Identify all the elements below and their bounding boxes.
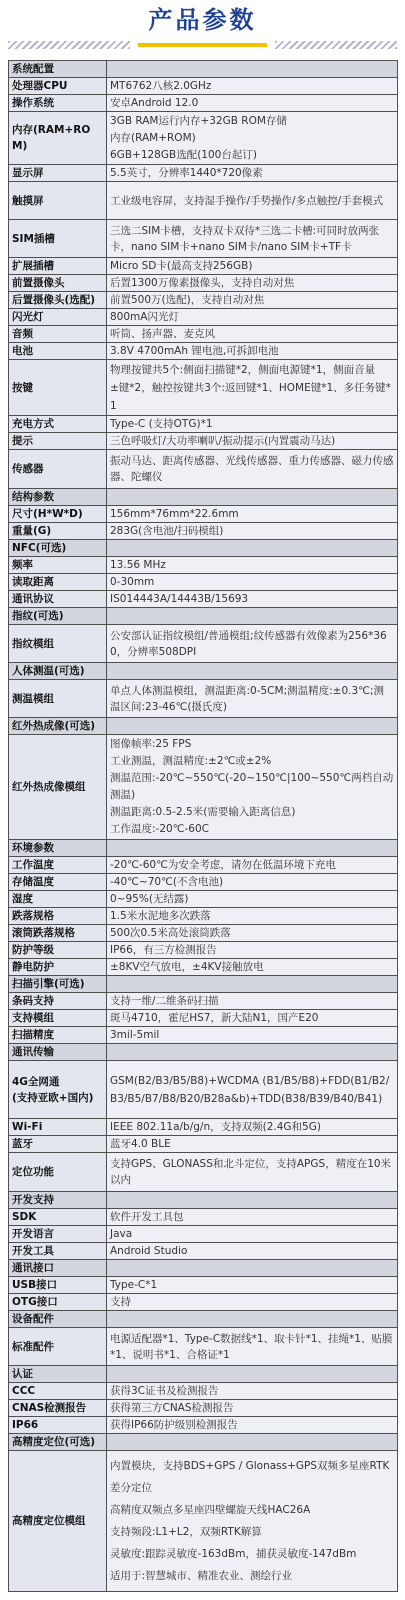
spec-value: 听筒、扬声器、麦克风 xyxy=(107,326,398,343)
spec-row xyxy=(9,416,398,433)
spec-row xyxy=(9,95,398,112)
spec-value: 单点人体测温模组，测温距离:0-5CM;测温精度:±0.3℃;测温区间:23-46℃(摄氏度) xyxy=(107,680,398,718)
spec-row xyxy=(9,309,398,326)
spec-row xyxy=(9,1153,398,1192)
spec-label: SIM插槽 xyxy=(9,220,107,258)
spec-label: 电池 xyxy=(9,343,107,360)
spec-row xyxy=(9,959,398,976)
spec-section-row xyxy=(9,1434,398,1451)
spec-row xyxy=(9,1328,398,1366)
spec-value: 0-30mm xyxy=(107,574,398,591)
spec-value: 13.56 MHz xyxy=(107,557,398,574)
spec-row xyxy=(9,1209,398,1226)
section-title: 扫描引擎(可选) xyxy=(9,976,107,993)
spec-value: 500次0.5米高处滚筒跌落 xyxy=(107,925,398,942)
spec-value: 获得IP66防护级别检测报告 xyxy=(107,1417,398,1434)
section-blank-cell xyxy=(107,489,398,506)
section-title: 系统配置 xyxy=(9,61,107,78)
page-title: 产品参数 xyxy=(148,6,257,34)
spec-value: Micro SD卡(最高支持256GB) xyxy=(107,258,398,275)
spec-row xyxy=(9,360,398,416)
spec-section-row xyxy=(9,840,398,857)
spec-value: IS014443A/14443B/15693 xyxy=(107,591,398,608)
section-blank-cell xyxy=(107,1260,398,1277)
spec-section-row xyxy=(9,489,398,506)
spec-section-row xyxy=(9,976,398,993)
spec-label: USB接口 xyxy=(9,1277,107,1294)
spec-value: 振动马达、距离传感器、光线传感器、重力传感器、磁力传感器、陀螺仪 xyxy=(107,450,398,489)
spec-table-body xyxy=(9,61,398,1592)
spec-value: 图像帧率:25 FPS 工业测温，测温精度:±2℃或±2% 测温范围:-20℃~550℃(-20~150℃|100~550℃两档自动测温) 测温距离:0.5-2.5米(需要输入距离信息) 工作温度:-20℃-60C xyxy=(107,735,398,840)
decorative-stripes-left xyxy=(8,41,130,49)
spec-value: 后置1300万像素摄像头，支持自动对焦 xyxy=(107,275,398,292)
spec-label: 定位功能 xyxy=(9,1153,107,1192)
spec-row xyxy=(9,680,398,718)
spec-row xyxy=(9,343,398,360)
spec-label: 开发语言 xyxy=(9,1226,107,1243)
spec-row xyxy=(9,1451,398,1592)
section-blank-cell xyxy=(107,976,398,993)
spec-label: 充电方式 xyxy=(9,416,107,433)
section-blank-cell xyxy=(107,1192,398,1209)
spec-value: Type-C (支持OTG)*1 xyxy=(107,416,398,433)
spec-row xyxy=(9,1119,398,1136)
spec-value: IP66，有三方检测报告 xyxy=(107,942,398,959)
spec-row xyxy=(9,1277,398,1294)
section-title: 结构参数 xyxy=(9,489,107,506)
section-blank-cell xyxy=(107,663,398,680)
spec-label: 支持模组 xyxy=(9,1010,107,1027)
spec-row xyxy=(9,874,398,891)
spec-row xyxy=(9,523,398,540)
spec-row xyxy=(9,275,398,292)
spec-value: 公安部认证指纹模组/普通模组;纹传感器有效像素为256*360，分辨率508DPI xyxy=(107,625,398,663)
spec-label: 标准配件 xyxy=(9,1328,107,1366)
spec-section-row xyxy=(9,1260,398,1277)
spec-label: 防护等级 xyxy=(9,942,107,959)
section-title: NFC(可选) xyxy=(9,540,107,557)
spec-row xyxy=(9,857,398,874)
spec-row xyxy=(9,891,398,908)
spec-section-row xyxy=(9,540,398,557)
spec-section-row xyxy=(9,718,398,735)
spec-value: -40℃~70℃(不含电池) xyxy=(107,874,398,891)
spec-value: 获得第三方CNAS检测报告 xyxy=(107,1400,398,1417)
section-blank-cell xyxy=(107,540,398,557)
spec-row xyxy=(9,942,398,959)
section-title: 设备配件 xyxy=(9,1311,107,1328)
spec-label: 条码支持 xyxy=(9,993,107,1010)
page-header xyxy=(0,0,405,56)
spec-label: 扩展插槽 xyxy=(9,258,107,275)
spec-label: 红外热成像模组 xyxy=(9,735,107,840)
spec-section-row xyxy=(9,1192,398,1209)
spec-value: 支持一维/二维条码扫描 xyxy=(107,993,398,1010)
spec-row xyxy=(9,78,398,95)
spec-label: CCC xyxy=(9,1383,107,1400)
spec-value: 800mA闪光灯 xyxy=(107,309,398,326)
spec-row xyxy=(9,506,398,523)
spec-label: 蓝牙 xyxy=(9,1136,107,1153)
spec-section-row xyxy=(9,1366,398,1383)
spec-label: 工作温度 xyxy=(9,857,107,874)
section-blank-cell xyxy=(107,718,398,735)
spec-value: 获得3C证书及检测报告 xyxy=(107,1383,398,1400)
section-blank-cell xyxy=(107,1311,398,1328)
spec-value: 斑马4710，霍尼HS7，新大陆N1，国产E20 xyxy=(107,1010,398,1027)
spec-row xyxy=(9,1400,398,1417)
section-blank-cell xyxy=(107,840,398,857)
spec-value: Java xyxy=(107,1226,398,1243)
section-title: 指纹(可选) xyxy=(9,608,107,625)
spec-label: 测温模组 xyxy=(9,680,107,718)
spec-value: 物理按键共5个:侧面扫描键*2，侧面电源键*1，侧面音量±键*2，触控按键共3个:返回键*1、HOME键*1、多任务键*1 xyxy=(107,360,398,416)
section-title: 人体测温(可选) xyxy=(9,663,107,680)
spec-row xyxy=(9,1027,398,1044)
spec-label: 静电防护 xyxy=(9,959,107,976)
spec-label: 开发工具 xyxy=(9,1243,107,1260)
spec-value: Android Studio xyxy=(107,1243,398,1260)
spec-value: 5.5英寸，分辨率1440*720像素 xyxy=(107,165,398,182)
section-title: 环境参数 xyxy=(9,840,107,857)
spec-value: 内置模块，支持BDS+GPS / Glonass+GPS双频多星座RTK差分定位 高精度双频点多星座四壁螺旋天线HAC26A 支持频段:L1+L2，双频RTK解算 灵敏度:跟踪灵敏度-163dBm，捕获灵敏度-147dBm 适用于:智慧城市、精准农业、测绘行业 xyxy=(107,1451,398,1592)
spec-row xyxy=(9,993,398,1010)
section-blank-cell xyxy=(107,1366,398,1383)
spec-label: 传感器 xyxy=(9,450,107,489)
spec-row xyxy=(9,925,398,942)
spec-value: GSM(B2/B3/B5/B8)+WCDMA (B1/B5/B8)+FDD(B1/B2/B3/B5/B7/B8/B20/B28a&b)+TDD(B38/B39/B40/B41) xyxy=(107,1061,398,1119)
spec-label: 提示 xyxy=(9,433,107,450)
spec-row xyxy=(9,908,398,925)
spec-label: 湿度 xyxy=(9,891,107,908)
spec-value: 283G(含电池/扫码模组) xyxy=(107,523,398,540)
spec-value: 3mil-5mil xyxy=(107,1027,398,1044)
spec-section-row xyxy=(9,61,398,78)
spec-value: 软件开发工具包 xyxy=(107,1209,398,1226)
spec-row xyxy=(9,220,398,258)
spec-value: -20℃-60℃为安全考虑，请勿在低温环境下充电 xyxy=(107,857,398,874)
section-title: 认证 xyxy=(9,1366,107,1383)
spec-section-row xyxy=(9,1044,398,1061)
spec-row xyxy=(9,1010,398,1027)
spec-row xyxy=(9,735,398,840)
spec-value: 支持GPS、GLONASS和北斗定位，支持APGS，精度在10米以内 xyxy=(107,1153,398,1192)
spec-label: 通讯协议 xyxy=(9,591,107,608)
spec-label: 指纹模组 xyxy=(9,625,107,663)
spec-row xyxy=(9,1294,398,1311)
spec-value: 三选二SIM卡槽，支持双卡双待*三选二卡槽:可同时放两张卡，nano SIM卡+nano SIM卡/nano SIM卡+TF卡 xyxy=(107,220,398,258)
spec-section-row xyxy=(9,663,398,680)
spec-row xyxy=(9,326,398,343)
spec-row xyxy=(9,1417,398,1434)
spec-label: 闪光灯 xyxy=(9,309,107,326)
section-title: 开发支持 xyxy=(9,1192,107,1209)
spec-value: 3.8V 4700mAh 锂电池,可拆卸电池 xyxy=(107,343,398,360)
spec-row xyxy=(9,1136,398,1153)
spec-label: 音频 xyxy=(9,326,107,343)
spec-label: 滚筒跌落规格 xyxy=(9,925,107,942)
spec-value: 156mm*76mm*22.6mm xyxy=(107,506,398,523)
spec-label: 处理器CPU xyxy=(9,78,107,95)
spec-value: 电源适配器*1、Type-C数据线*1、取卡针*1、挂绳*1、贴膜*1、说明书*1、合格证*1 xyxy=(107,1328,398,1366)
spec-value: 三色呼吸灯/大功率喇叭/振动提示(内置震动马达) xyxy=(107,433,398,450)
spec-row xyxy=(9,1243,398,1260)
spec-label: 存储温度 xyxy=(9,874,107,891)
spec-label: 读取距离 xyxy=(9,574,107,591)
spec-row xyxy=(9,557,398,574)
spec-label: 扫描精度 xyxy=(9,1027,107,1044)
spec-value: 安卓Android 12.0 xyxy=(107,95,398,112)
spec-row xyxy=(9,1383,398,1400)
spec-label: 高精度定位模组 xyxy=(9,1451,107,1592)
spec-label: SDK xyxy=(9,1209,107,1226)
spec-label: OTG接口 xyxy=(9,1294,107,1311)
section-title: 通讯传输 xyxy=(9,1044,107,1061)
section-blank-cell xyxy=(107,1044,398,1061)
spec-label: 触摸屏 xyxy=(9,182,107,220)
spec-row xyxy=(9,292,398,309)
spec-value: 支持 xyxy=(107,1294,398,1311)
spec-label: 后置摄像头(选配) xyxy=(9,292,107,309)
spec-row xyxy=(9,112,398,165)
spec-row xyxy=(9,450,398,489)
decorative-stripes-right xyxy=(275,41,397,49)
spec-label: 内存(RAM+ROM) xyxy=(9,112,107,165)
spec-table xyxy=(8,60,398,1592)
spec-label: 跌落规格 xyxy=(9,908,107,925)
spec-value: 工业级电容屏，支持湿手操作/手势操作/多点触控/手套模式 xyxy=(107,182,398,220)
spec-value: 蓝牙4.0 BLE xyxy=(107,1136,398,1153)
spec-label: 4G全网通 (支持亚欧+国内) xyxy=(9,1061,107,1119)
spec-section-row xyxy=(9,1311,398,1328)
spec-label: 操作系统 xyxy=(9,95,107,112)
spec-row xyxy=(9,165,398,182)
spec-row xyxy=(9,591,398,608)
spec-value: ±8KV空气放电，±4KV接触放电 xyxy=(107,959,398,976)
spec-label: 按键 xyxy=(9,360,107,416)
spec-value: Type-C*1 xyxy=(107,1277,398,1294)
section-blank-cell xyxy=(107,1434,398,1451)
spec-label: 前置摄像头 xyxy=(9,275,107,292)
spec-row xyxy=(9,574,398,591)
title-accent-bar xyxy=(138,43,267,47)
section-blank-cell xyxy=(107,61,398,78)
spec-value: 3GB RAM运行内存+32GB ROM存储 内存(RAM+ROM) 6GB+128GB选配(100台起订) xyxy=(107,112,398,165)
section-title: 高精度定位(可选) xyxy=(9,1434,107,1451)
spec-row xyxy=(9,182,398,220)
spec-section-row xyxy=(9,608,398,625)
section-blank-cell xyxy=(107,608,398,625)
section-title: 通讯接口 xyxy=(9,1260,107,1277)
spec-row xyxy=(9,258,398,275)
spec-value: 0~95%(无结露) xyxy=(107,891,398,908)
spec-value: MT6762八核2.0GHz xyxy=(107,78,398,95)
spec-label: 重量(G) xyxy=(9,523,107,540)
spec-label: IP66 xyxy=(9,1417,107,1434)
spec-value: 1.5米水泥地多次跌落 xyxy=(107,908,398,925)
spec-label: CNAS检测报告 xyxy=(9,1400,107,1417)
spec-row xyxy=(9,1226,398,1243)
spec-row xyxy=(9,1061,398,1119)
spec-label: 尺寸(H*W*D) xyxy=(9,506,107,523)
section-title: 红外热成像(可选) xyxy=(9,718,107,735)
spec-row xyxy=(9,625,398,663)
spec-label: 频率 xyxy=(9,557,107,574)
spec-value: 前置500万(选配)，支持自动对焦 xyxy=(107,292,398,309)
spec-row xyxy=(9,433,398,450)
spec-value: IEEE 802.11a/b/g/n，支持双频(2.4G和5G) xyxy=(107,1119,398,1136)
spec-label: Wi-Fi xyxy=(9,1119,107,1136)
spec-label: 显示屏 xyxy=(9,165,107,182)
